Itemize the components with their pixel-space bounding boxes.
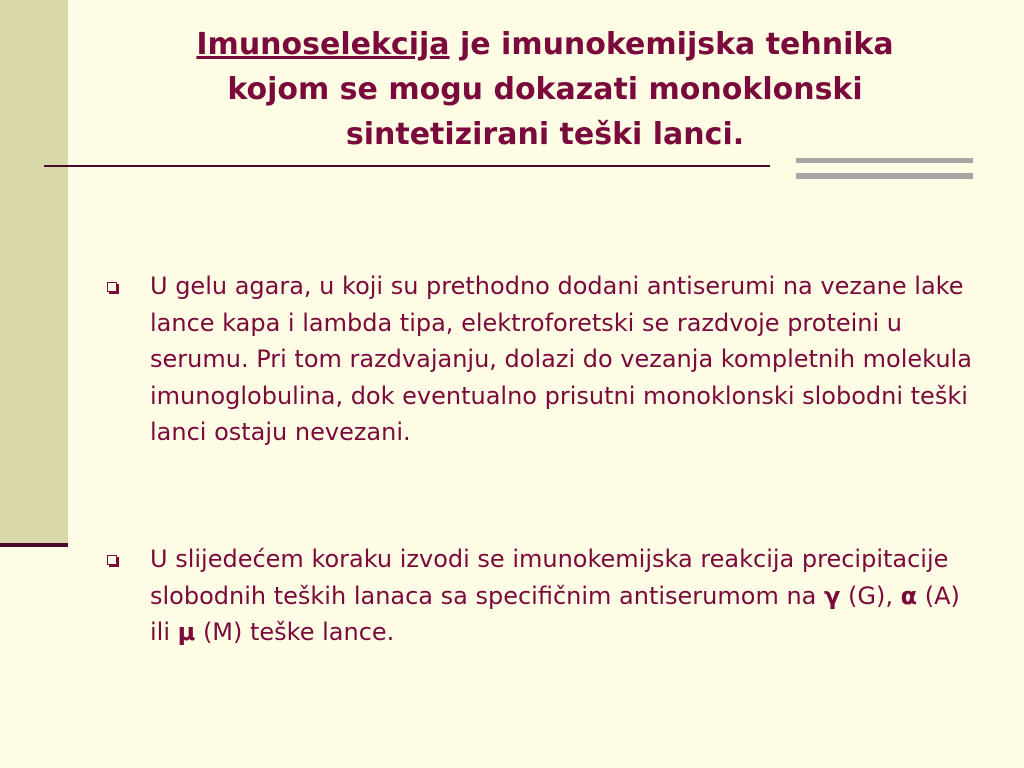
title-line2: kojom se mogu dokazati monoklonski xyxy=(227,72,863,107)
left-accent-line xyxy=(0,543,68,547)
title-line3: sintetizirani teški lanci. xyxy=(345,117,745,152)
title-line1-rest: je imunokemijska tehnika xyxy=(449,27,894,62)
gamma-symbol: γ xyxy=(824,581,841,610)
gamma-label: (G), xyxy=(840,581,901,610)
decorative-bar-bottom xyxy=(796,173,973,179)
decorative-bar-top xyxy=(796,158,973,163)
title-underlined-term: Imunoselekcija xyxy=(196,27,450,62)
bullet-2-text-start: U slijedećem koraku izvodi se imunokemijska reakcija precipitacije slobodnih teških lanaca sa specifičnim antiserumom na xyxy=(150,545,949,610)
bullet-2-text xyxy=(150,541,980,651)
mu-label: (M) teške lance. xyxy=(195,618,395,646)
alpha-label: (A) ili xyxy=(150,581,960,646)
title-divider xyxy=(44,165,770,167)
square-bullet-icon xyxy=(107,555,117,565)
square-bullet-icon xyxy=(107,282,117,292)
mu-symbol: μ xyxy=(177,618,196,646)
slide-title xyxy=(80,22,1010,157)
alpha-symbol: α xyxy=(900,581,918,610)
bullet-1-text: U gelu agara, u koji su prethodno dodani antiserumi na vezane lake lance kapa i lambda tipa, elektroforetski se razdvoje proteini u serumu. Pri tom razdvajanju, dolazi do vezanja kompletnih molekula imunoglobulina, dok eventualno prisutni monoklonski slobodni teški lanci ostaju nevezani. xyxy=(150,272,972,446)
left-accent-bar xyxy=(0,0,68,543)
